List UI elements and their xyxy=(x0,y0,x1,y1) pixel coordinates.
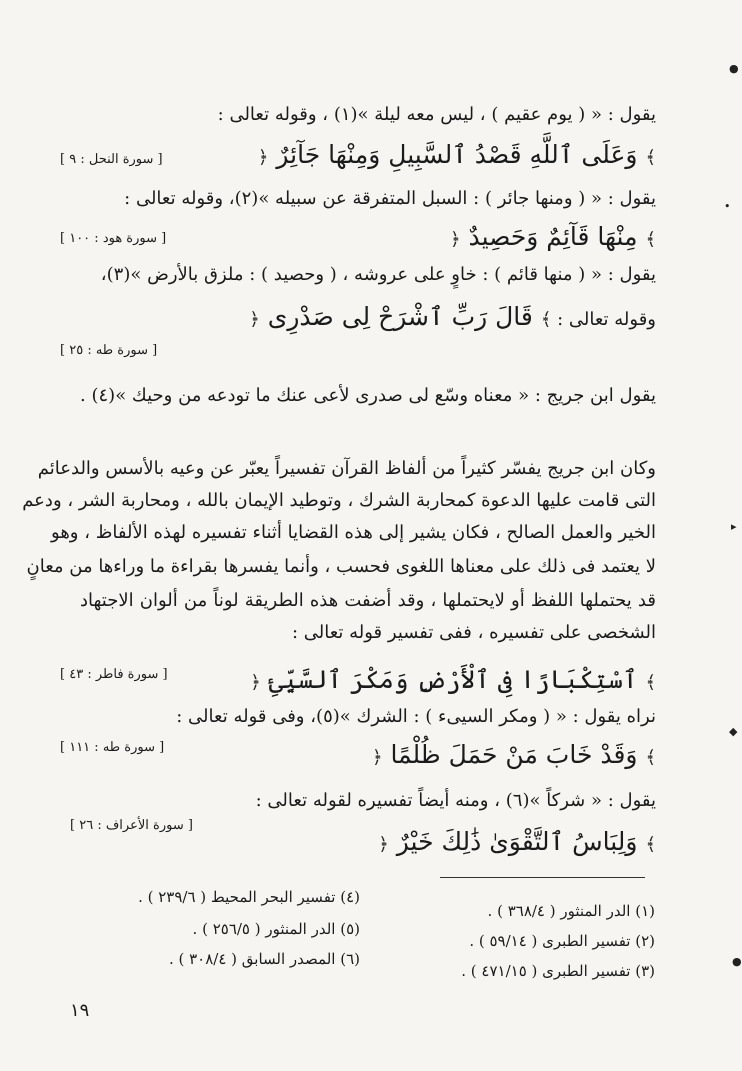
text-line-5: يقول ابن جريج : « معناه وسّع لى صدرى لأعى عنك ما تودعه من وحيك »(٤) . xyxy=(80,385,656,406)
verse-3 xyxy=(249,302,551,331)
text-line-12: نراه يقول : « ( ومكر السيىء ) : الشرك »(٥)، وفى قوله تعالى : xyxy=(176,706,656,727)
footnote-5: (٥) الدر المنثور ( ٢٥٦/٥ ) . xyxy=(192,920,360,938)
text-line-13: يقول : « شركاً »(٦) ، ومنه أيضاً تفسيره لقوله تعالى : xyxy=(255,790,656,811)
verse-text: وَقَدْ خَابَ مَنْ حَمَلَ ظُلْمًا xyxy=(390,740,638,769)
surah-reference-6: [ سورة الأعراف : ٢٦ ] xyxy=(70,818,193,833)
paragraph-line-5: قد يحتملها اللفظ أو لايحتملها ، وقد أضفت هذه الطريقة لوناً من ألوان الاجتهاد xyxy=(80,590,656,611)
scan-mark-icon: ▸ xyxy=(731,520,737,533)
ornament-close-icon: ﴿ xyxy=(371,747,383,768)
ornament-open-icon: ﴾ xyxy=(645,147,656,168)
paragraph-line-1: وكان ابن جريج يفسّر كثيراً من ألفاظ القرآن تفسيراً يعبّر عن وعيه بالأسس والدعائم xyxy=(37,458,656,479)
page-number: ١٩ xyxy=(70,1000,90,1021)
verse-4 xyxy=(250,665,656,694)
text-label: وقوله تعالى : xyxy=(557,309,656,330)
ornament-close-icon: ﴿ xyxy=(249,309,260,330)
verse-text: وَعَلَى ٱللَّهِ قَصْدُ ٱلسَّبِيلِ وَمِنْهَا جَآئِرٌ xyxy=(276,140,638,169)
verse-text: ٱسْتِكْبَارًا فِى ٱلْأَرْضِ وَمَكْرَ ٱلسَّيِّئِ xyxy=(268,665,638,694)
scan-mark-icon: ● xyxy=(732,955,742,968)
text-line-3: يقول : « ( منها قائم ) : خاوٍ على عروشه ، ( وحصيد ) : ملزق بالأرض »(٣)، xyxy=(100,264,656,285)
verse-1 xyxy=(258,140,656,169)
ornament-open-icon: ﴾ xyxy=(540,309,552,330)
verse-6 xyxy=(378,827,656,856)
verse-text: مِنْهَا قَآئِمٌ وَحَصِيدٌ xyxy=(468,222,638,251)
footnote-1: (١) الدر المنثور ( ٣٦٨/٤ ) . xyxy=(487,902,655,920)
surah-reference-2: [ سورة هود : ١٠٠ ] xyxy=(60,231,167,246)
scan-mark-icon: ● xyxy=(729,62,739,75)
text-line-2: يقول : « ( ومنها جائر ) : السبل المتفرقة عن سبيله »(٢)، وقوله تعالى : xyxy=(124,188,656,209)
ornament-open-icon: ﴾ xyxy=(645,229,656,250)
scan-mark-icon: ◆ xyxy=(729,725,738,738)
surah-reference-3: [ سورة طه : ٢٥ ] xyxy=(60,343,158,358)
ornament-close-icon: ﴿ xyxy=(257,147,269,168)
scan-mark-icon: • xyxy=(724,200,731,213)
ornament-open-icon: ﴾ xyxy=(645,834,656,855)
footnote-2: (٢) تفسير الطبرى ( ٥٩/١٤ ) . xyxy=(469,932,655,950)
verse-2 xyxy=(450,222,656,251)
text-line-1: يقول : « ( يوم عقيم ) ، ليس معه ليلة »(١) ، وقوله تعالى : xyxy=(217,104,656,125)
paragraph-line-4: لا يعتمد فى ذلك على معناها اللغوى فحسب ، وأنما يفسرها بقراءة ما وراءها من معانٍ xyxy=(26,556,656,577)
verse-5 xyxy=(372,740,656,769)
ornament-open-icon: ﴾ xyxy=(645,672,656,693)
paragraph-line-3: الخير والعمل الصالح ، فكان يشير إلى هذه القضايا أثناء تفسيره لهذه الألفاظ ، وهو xyxy=(51,522,656,543)
paragraph-line-2: التى قامت عليها الدعوة كمحاربة الشرك ، وتوطيد الإيمان بالله ، ومحاربة الشر ، ودعم xyxy=(22,490,656,511)
ornament-open-icon: ﴾ xyxy=(645,747,656,768)
surah-reference-1: [ سورة النحل : ٩ ] xyxy=(60,152,163,167)
footnote-4: (٤) تفسير البحر المحيط ( ٢٣٩/٦ ) . xyxy=(138,888,360,906)
verse-text: قَالَ رَبِّ ٱشْرَحْ لِى صَدْرِى xyxy=(267,302,533,331)
footnote-3: (٣) تفسير الطبرى ( ٤٧١/١٥ ) . xyxy=(461,962,655,980)
paragraph-line-6: الشخصى على تفسيره ، ففى تفسير قوله تعالى : xyxy=(291,622,656,643)
surah-reference-4: [ سورة فاطر : ٤٣ ] xyxy=(60,667,168,682)
footnote-6: (٦) المصدر السابق ( ٣٠٨/٤ ) . xyxy=(168,950,360,968)
verse-text: وَلِبَاسُ ٱلتَّقْوَىٰ ذَٰلِكَ خَيْرٌ xyxy=(396,827,638,856)
ornament-close-icon: ﴿ xyxy=(378,834,389,855)
text-line-4 xyxy=(249,302,656,331)
ornament-close-icon: ﴿ xyxy=(449,229,461,250)
footnote-separator xyxy=(440,877,645,878)
ornament-close-icon: ﴿ xyxy=(250,672,261,693)
surah-reference-5: [ سورة طه : ١١١ ] xyxy=(60,740,165,755)
